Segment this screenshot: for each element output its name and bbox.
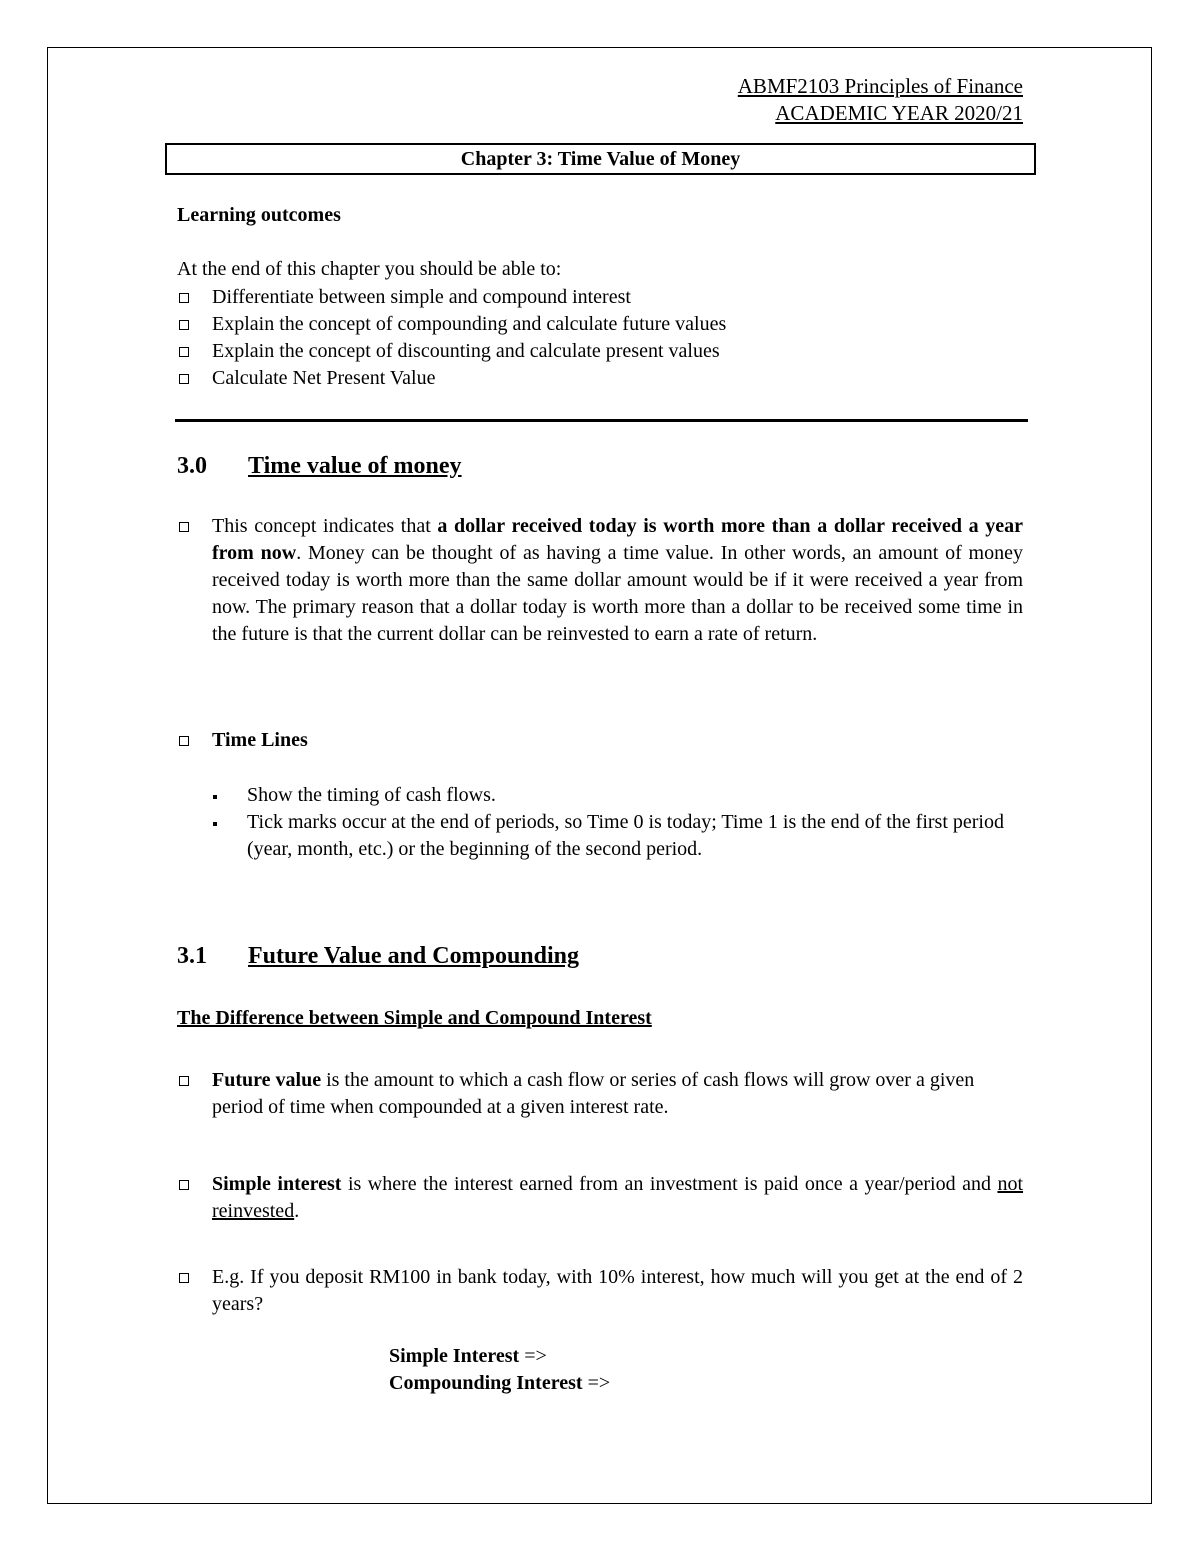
time-lines-title: Time Lines: [212, 729, 308, 751]
checkbox-bullet-icon: [179, 736, 189, 746]
outcome-item: Calculate Net Present Value: [212, 367, 436, 389]
checkbox-bullet-icon: [179, 293, 189, 303]
checkbox-bullet-icon: [179, 522, 189, 532]
square-bullet-icon: [213, 822, 217, 826]
section-number: 3.1: [177, 943, 207, 969]
section-number: 3.0: [177, 453, 207, 479]
simple-interest-formula-label: Simple Interest =>: [389, 1345, 547, 1367]
section-divider: [175, 419, 1028, 422]
simple-interest-paragraph: Simple interest is where the interest earned from an investment is paid once a year/period and not reinvested.: [212, 1173, 1024, 1222]
example-paragraph: E.g. If you deposit RM100 in bank today, with 10% interest, how much will you get at the end of 2 years?: [212, 1266, 1023, 1315]
checkbox-bullet-icon: [179, 347, 189, 357]
time-lines-item: Show the timing of cash flows.: [247, 784, 496, 806]
checkbox-bullet-icon: [179, 1076, 189, 1086]
course-header: ABMF2103 Principles of Finance: [737, 74, 1023, 98]
learning-outcomes-intro: At the end of this chapter you should be able to:: [177, 258, 562, 280]
section-title: Future Value and Compounding: [248, 943, 580, 969]
compounding-interest-formula-label: Compounding Interest =>: [389, 1372, 611, 1394]
section-title: Time value of money: [248, 453, 462, 479]
time-lines-item: Tick marks occur at the end of periods, so Time 0 is today; Time 1 is the end of the first period (year, month, etc.) or the beginning of the second period.: [247, 811, 1004, 860]
outcome-item: Explain the concept of compounding and calculate future values: [212, 313, 727, 335]
future-value-paragraph: Future value is the amount to which a cash flow or series of cash flows will grow over a given period of time when compounded at a given interest rate.: [212, 1069, 975, 1118]
square-bullet-icon: [213, 795, 217, 799]
checkbox-bullet-icon: [179, 1273, 189, 1283]
subheading: The Difference between Simple and Compound Interest: [177, 1007, 652, 1029]
time-value-paragraph: This concept indicates that a dollar received today is worth more than a dollar received a year from now. Money can be thought of as having a time value. In other words, an amount of money received today is worth more than the same dollar amount would be if it were received a year from now. The primary reason that a dollar today is worth more than a dollar to be received some time in the future is that the current dollar can be reinvested to earn a rate of return.: [212, 515, 1023, 645]
academic-year-header: ACADEMIC YEAR 2020/21: [775, 101, 1023, 125]
outcome-item: Explain the concept of discounting and calculate present values: [212, 340, 720, 362]
checkbox-bullet-icon: [179, 320, 189, 330]
checkbox-bullet-icon: [179, 374, 189, 384]
checkbox-bullet-icon: [179, 1180, 189, 1190]
learning-outcomes-title: Learning outcomes: [177, 204, 341, 226]
outcome-item: Differentiate between simple and compound interest: [212, 286, 631, 308]
chapter-title: Chapter 3: Time Value of Money: [165, 143, 1036, 175]
